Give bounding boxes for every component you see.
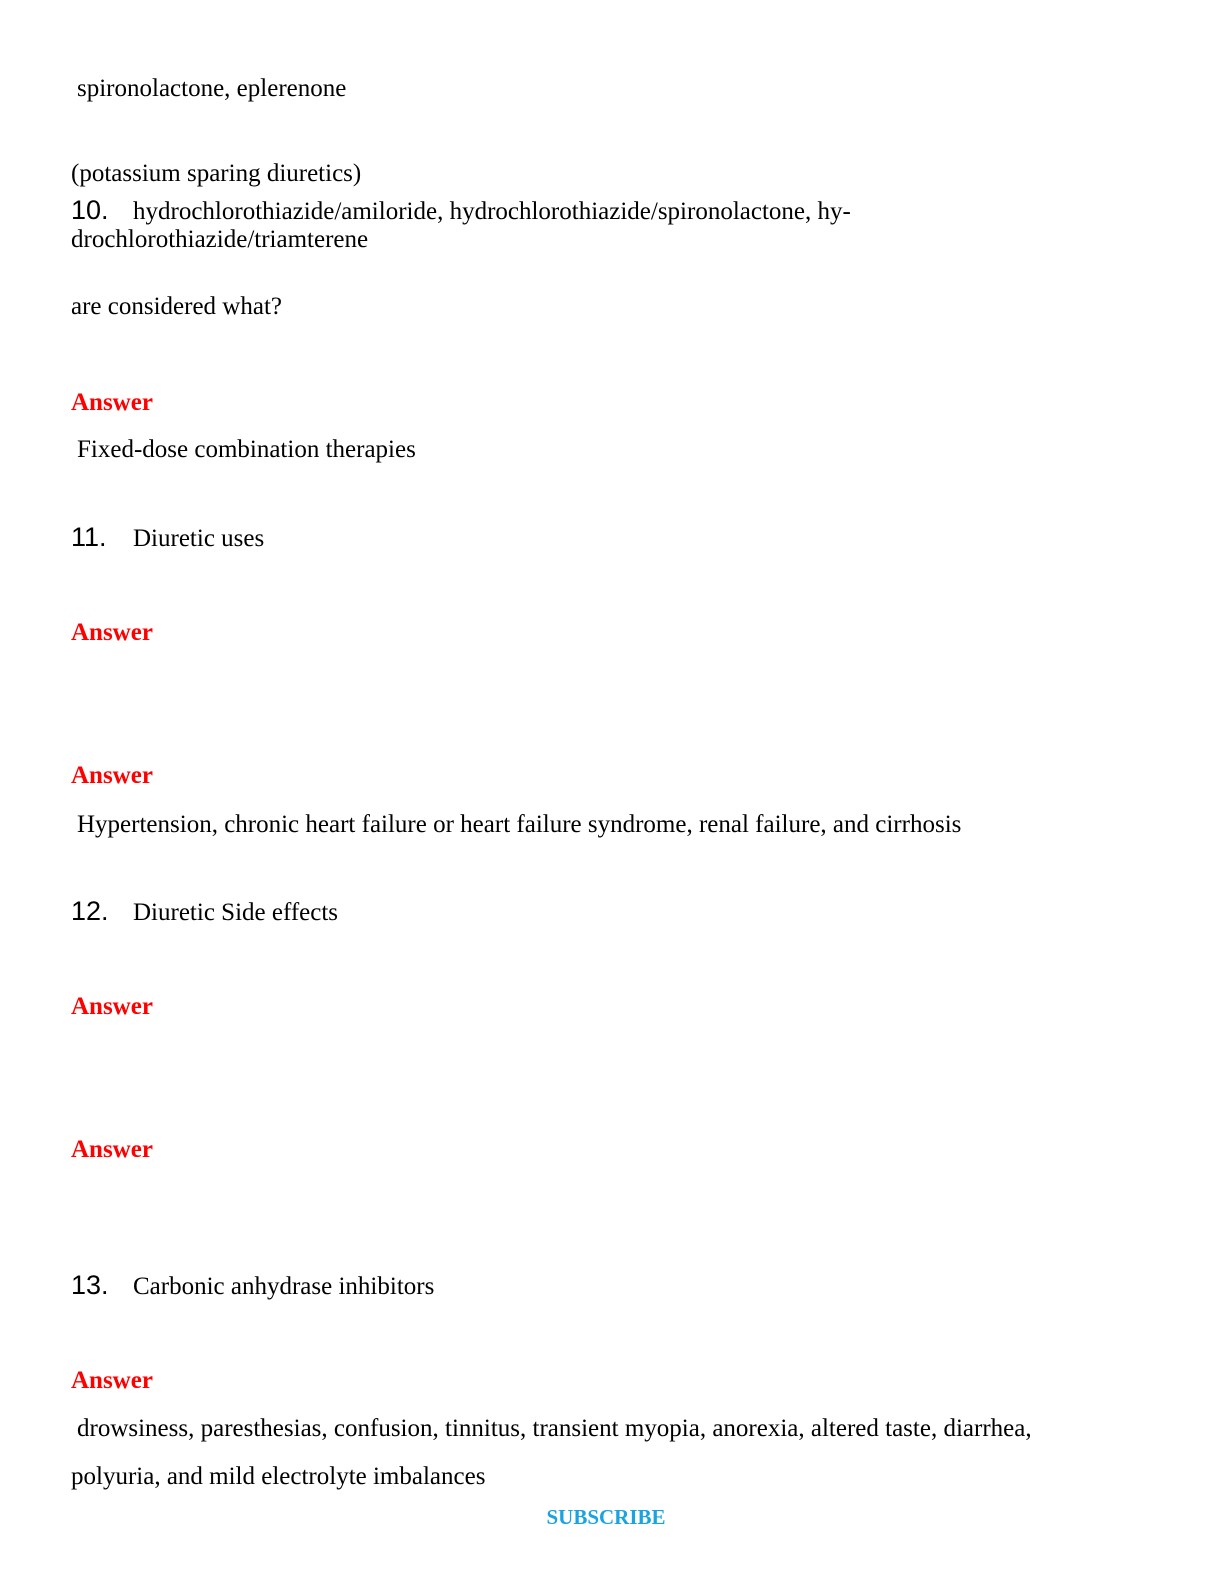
question-10 (71, 195, 851, 227)
question-text: Carbonic anhydrase inhibitors (133, 1273, 435, 1300)
question-text-line1: hydrochlorothiazide/amiloride, hydrochlorothiazide/spironolactone, hy- (133, 198, 851, 225)
question-number: 12. (71, 896, 109, 926)
question-10-line3: are considered what? (71, 293, 282, 320)
question-number: 13. (71, 1270, 109, 1300)
question-10-line2: drochlorothiazide/triamterene (71, 226, 369, 253)
answer-text-line1: drowsiness, paresthesias, confusion, tinnitus, transient myopia, anorexia, altered taste, diarrhea, (77, 1415, 1032, 1442)
answer-label: Answer (71, 993, 153, 1020)
answer-label: Answer (71, 1136, 153, 1163)
subscribe-link[interactable]: SUBSCRIBE (546, 1505, 666, 1529)
answer-text-line2: polyuria, and mild electrolyte imbalances (71, 1463, 486, 1490)
question-number: 10. (71, 195, 109, 225)
question-text: Diuretic uses (133, 525, 265, 552)
answer-text: Fixed-dose combination therapies (77, 436, 416, 463)
answer-text: Hypertension, chronic heart failure or heart failure syndrome, renal failure, and cirrhosis (77, 811, 962, 838)
q9-answer-continued: spironolactone, eplerenone (77, 75, 347, 102)
q9-answer-note: (potassium sparing diuretics) (71, 160, 362, 187)
answer-label: Answer (71, 389, 153, 416)
question-text: Diuretic Side effects (133, 899, 339, 926)
question-13 (71, 1270, 434, 1302)
question-12 (71, 896, 338, 928)
answer-label: Answer (71, 762, 153, 789)
answer-label: Answer (71, 619, 153, 646)
question-11 (71, 522, 264, 554)
question-number: 11. (71, 522, 107, 552)
answer-label: Answer (71, 1367, 153, 1394)
